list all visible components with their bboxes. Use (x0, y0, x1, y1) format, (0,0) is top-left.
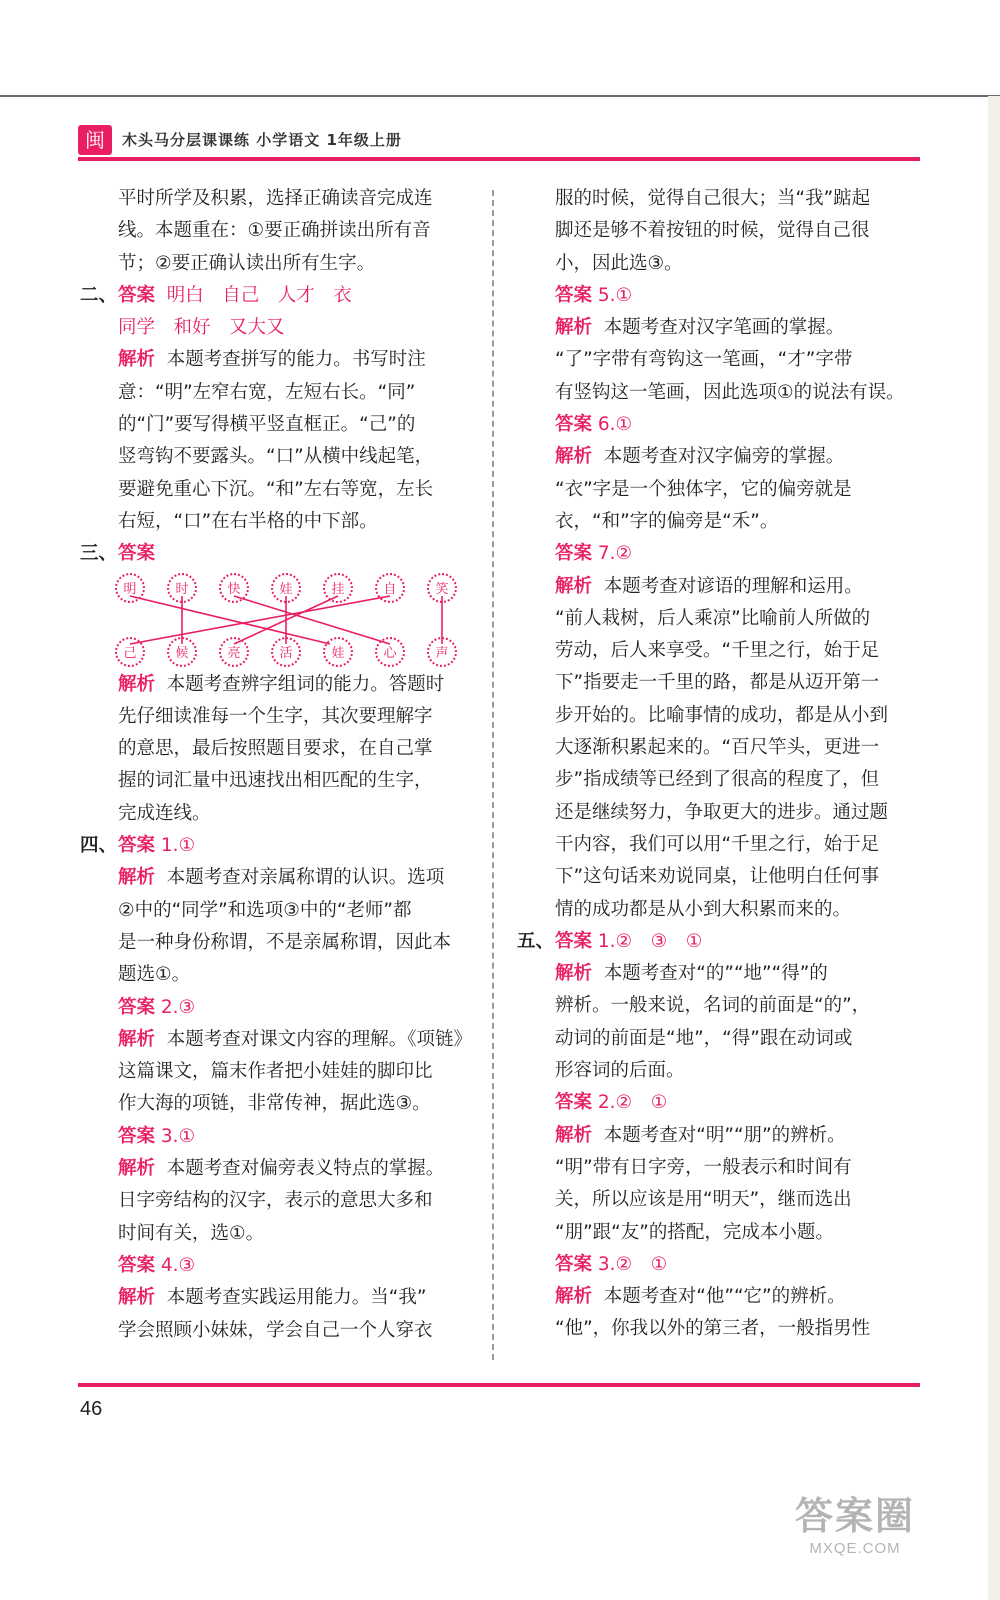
explanation-first-line (80, 1024, 472, 1056)
explanation-text: 本题考查实践运用能力。当“我” (166, 1287, 427, 1309)
bottom-char-flower: 亮 (219, 637, 249, 667)
top-char-flower: 时 (167, 573, 197, 603)
series-logo-icon: 闽 (78, 125, 112, 155)
right-column (517, 183, 905, 1346)
section-number: 四、 (80, 835, 118, 857)
answer-text: 2.③ (160, 996, 196, 1018)
explanation-label: 解析 (555, 1286, 593, 1308)
footer-rule (78, 1383, 920, 1387)
answer-label: 答案 (555, 414, 593, 436)
answer-line (517, 409, 899, 441)
section-2-answer (80, 280, 472, 312)
page-number: 46 (80, 1398, 103, 1420)
text-line: 下”指要走一千里的路，都是从迈开第一 (555, 672, 880, 694)
text-line: “他”，你我以外的第三者，一般指男性 (555, 1318, 871, 1340)
section-5-answer-1 (517, 926, 899, 958)
explanation-text: 本题考查拼写的能力。书写时注 (166, 349, 426, 371)
text-line: 辨析。一般来说，名词的前面是“的”， (555, 995, 871, 1017)
answer-text: 4.③ (160, 1254, 196, 1276)
text-line: 形容词的后面。 (555, 1060, 685, 1082)
page-spine (988, 96, 1000, 1600)
explanation-label: 解析 (555, 317, 593, 339)
text-line: 日字旁结构的汉字，表示的意思大多和 (118, 1190, 433, 1212)
text-line: 时间有关，选①。 (118, 1222, 265, 1244)
text-line: 握的词汇量中迅速找出相匹配的生字， (118, 770, 433, 792)
answer-text: 6.① (597, 414, 633, 436)
explanation-text: 本题考查对课文内容的理解。《项链》 (166, 1028, 473, 1050)
page-header (78, 125, 920, 157)
bottom-char-flower: 活 (271, 637, 301, 667)
watermark-logo-icon: 答案圈 (794, 1494, 915, 1538)
text-line: 还是继续努力，争取更大的进步。通过题 (555, 801, 889, 823)
explanation-first-line (517, 1120, 899, 1152)
answer-line (517, 538, 899, 570)
text-line: 先仔细读准每一个生字，其次要理解字 (118, 705, 433, 727)
text-line: 小，因此选③。 (555, 252, 683, 274)
text-line: 情的成功都是从小到大积累而来的。 (555, 898, 852, 920)
answer-label: 答案 (118, 1254, 156, 1276)
explanation-label: 解析 (555, 446, 593, 468)
answer-line (80, 1250, 472, 1282)
text-line: 题选①。 (118, 964, 191, 986)
explanation-text: 本题考查辨字组词的能力。答题时 (166, 673, 445, 695)
text-line: 有竖钩这一笔画，因此选项①的说法有误。 (555, 381, 905, 403)
text-line: 下”这句话来劝说同桌，让他明白任何事 (555, 866, 880, 888)
explanation-first-line (80, 1153, 472, 1185)
section-4-answer-1 (80, 830, 472, 862)
answer-text: 明白 自己 人才 衣 (166, 284, 352, 306)
explanation-label: 解析 (118, 673, 156, 695)
top-char-flower: 明 (115, 573, 145, 603)
text-line: 线。本题重在：①要正确拼读出所有音 (118, 220, 431, 242)
explanation-label: 解析 (555, 575, 593, 597)
explanation-label: 解析 (118, 1028, 156, 1050)
watermark (770, 1485, 940, 1557)
answer-text: 2.② ① (597, 1092, 668, 1114)
text-line: 劳动，后人来享受。“千里之行，始于足 (555, 640, 880, 662)
explanation-first-line (517, 571, 899, 603)
text-line: 是一种身份称谓，不是亲属称谓，因此本 (118, 931, 452, 953)
explanation-text: 本题考查对汉字偏旁的掌握。 (603, 446, 845, 468)
text-line: 节；②要正确认读出所有生字。 (118, 252, 376, 274)
matching-diagram (110, 571, 472, 669)
explanation-text: 本题考查对偏旁表义特点的掌握。 (166, 1158, 445, 1180)
explanation-text: 本题考查对“他”“它”的辨析。 (603, 1286, 846, 1308)
text-line: 学会照顾小妹妹，学会自己一个人穿衣 (118, 1319, 433, 1341)
watermark-url: MXQE.COM (809, 1540, 901, 1557)
answer-text: 7.② (597, 543, 633, 565)
section-3-answer (80, 538, 472, 570)
answer-line (80, 992, 472, 1024)
text-line: 脚还是够不着按钮的时候，觉得自己很 (555, 220, 870, 242)
answer-label: 答案 (555, 543, 593, 565)
answer-text: 1.① (160, 835, 196, 857)
answer-label: 答案 (118, 1125, 156, 1147)
text-line: 的意思，最后按照题目要求，在自己掌 (118, 738, 433, 760)
explanation-text: 本题考查对亲属称谓的认识。选项 (166, 867, 445, 889)
top-char-flower: 娃 (271, 573, 301, 603)
explanation-first-line (80, 669, 472, 701)
top-char-flower: 快 (219, 573, 249, 603)
text-line: ②中的“同学”和选项③中的“老师”都 (118, 899, 412, 921)
explanation-first-line (517, 958, 899, 990)
answer-label: 答案 (555, 284, 593, 306)
text-line: 关，所以应该是用“明天”，继而选出 (555, 1189, 852, 1211)
text-line: 服的时候，觉得自己很大；当“我”踮起 (555, 188, 871, 209)
text-line: 步开始的。比喻事情的成功，都是从小到 (555, 704, 889, 726)
top-char-flower: 笑 (427, 573, 457, 603)
answer-label: 答案 (118, 835, 156, 857)
section-number: 三、 (80, 543, 118, 565)
text-line: 这篇课文，篇末作者把小娃娃的脚印比 (118, 1061, 433, 1083)
explanation-text: 本题考查对“明”“朋”的辨析。 (603, 1124, 846, 1146)
bottom-char-flower: 候 (167, 637, 197, 667)
text-line: 完成连线。 (118, 802, 211, 824)
answer-text: 1.② ③ ① (597, 930, 703, 952)
explanation-first-line (517, 312, 899, 344)
answer-label: 答案 (555, 1253, 593, 1275)
answer-text: 5.① (597, 284, 633, 306)
explanation-first-line (80, 344, 472, 376)
text-line: 动词的前面是“地”，“得”跟在动词或 (555, 1027, 853, 1049)
text-line: “明”带有日字旁，一般表示和时间有 (555, 1156, 852, 1178)
header-rule (78, 157, 920, 161)
explanation-first-line (80, 1282, 472, 1314)
explanation-label: 解析 (118, 349, 156, 371)
text-line: 平时所学及积累，选择正确读音完成连 (118, 188, 433, 209)
explanation-first-line (517, 1281, 899, 1313)
top-char-flower: 自 (375, 573, 405, 603)
section-number: 二、 (80, 284, 118, 306)
text-line: 的“门”要写得横平竖直框正。“己”的 (118, 414, 416, 436)
answer-label: 答案 (118, 996, 156, 1018)
text-line: 步”指成绩等已经到了很高的程度了，但 (555, 769, 880, 791)
text-line: 干内容，我们可以用“千里之行，始于足 (555, 833, 880, 855)
text-line: 右短，“口”在右半格的中下部。 (118, 510, 378, 532)
text-line: 衣，“和”字的偏旁是“禾”。 (555, 510, 779, 532)
explanation-label: 解析 (118, 1287, 156, 1309)
column-divider (492, 190, 494, 1360)
top-rule (0, 95, 1000, 97)
answer-label: 答案 (118, 543, 156, 565)
answer-label: 答案 (555, 930, 593, 952)
text-line: “朋”跟“友”的搭配，完成本小题。 (555, 1221, 834, 1243)
text-line: “衣”字是一个独体字，它的偏旁就是 (555, 478, 852, 500)
explanation-label: 解析 (555, 963, 593, 985)
text-line: 大逐渐积累起来的。“百尺竿头，更进一 (555, 737, 880, 759)
explanation-text: 本题考查对谚语的理解和运用。 (603, 575, 863, 597)
section-number: 五、 (517, 930, 555, 952)
explanation-first-line (80, 862, 472, 894)
answer-text: 3.② ① (597, 1253, 668, 1275)
explanation-label: 解析 (118, 1158, 156, 1180)
answer-line (517, 1249, 899, 1281)
bottom-char-flower: 娃 (323, 637, 353, 667)
text-line: 意：“明”左窄右宽，左短右长。“同” (118, 381, 416, 403)
answer-line (80, 1121, 472, 1153)
explanation-text: 本题考查对“的”“地”“得”的 (603, 963, 828, 985)
text-line: 作大海的项链，非常传神，据此选③。 (118, 1093, 431, 1115)
answer-label: 答案 (555, 1092, 593, 1114)
bottom-char-flower: 声 (427, 637, 457, 667)
explanation-text: 本题考查对汉字笔画的掌握。 (603, 317, 845, 339)
answer-line (517, 280, 899, 312)
explanation-label: 解析 (118, 867, 156, 889)
answer-text: 3.① (160, 1125, 196, 1147)
top-char-flower: 挂 (323, 573, 353, 603)
answer-text: 同学 和好 又大又 (118, 317, 285, 339)
text-line: 要避免重心下沉。“和”左右等宽，左长 (118, 478, 434, 500)
left-column (80, 183, 472, 1347)
bottom-char-flower: 己 (115, 637, 145, 667)
answer-label: 答案 (118, 284, 156, 306)
explanation-first-line (517, 441, 899, 473)
text-line: 竖弯钩不要露头。“口”从横中线起笔， (118, 446, 434, 468)
answer-line (517, 1087, 899, 1119)
explanation-label: 解析 (555, 1124, 593, 1146)
header-title: 木头马分层课课练 小学语文 1年级上册 (122, 131, 402, 149)
text-line: “了”字带有弯钩这一笔画，“才”字带 (555, 349, 853, 371)
bottom-char-flower: 心 (375, 637, 405, 667)
text-line: “前人栽树，后人乘凉”比喻前人所做的 (555, 607, 871, 629)
